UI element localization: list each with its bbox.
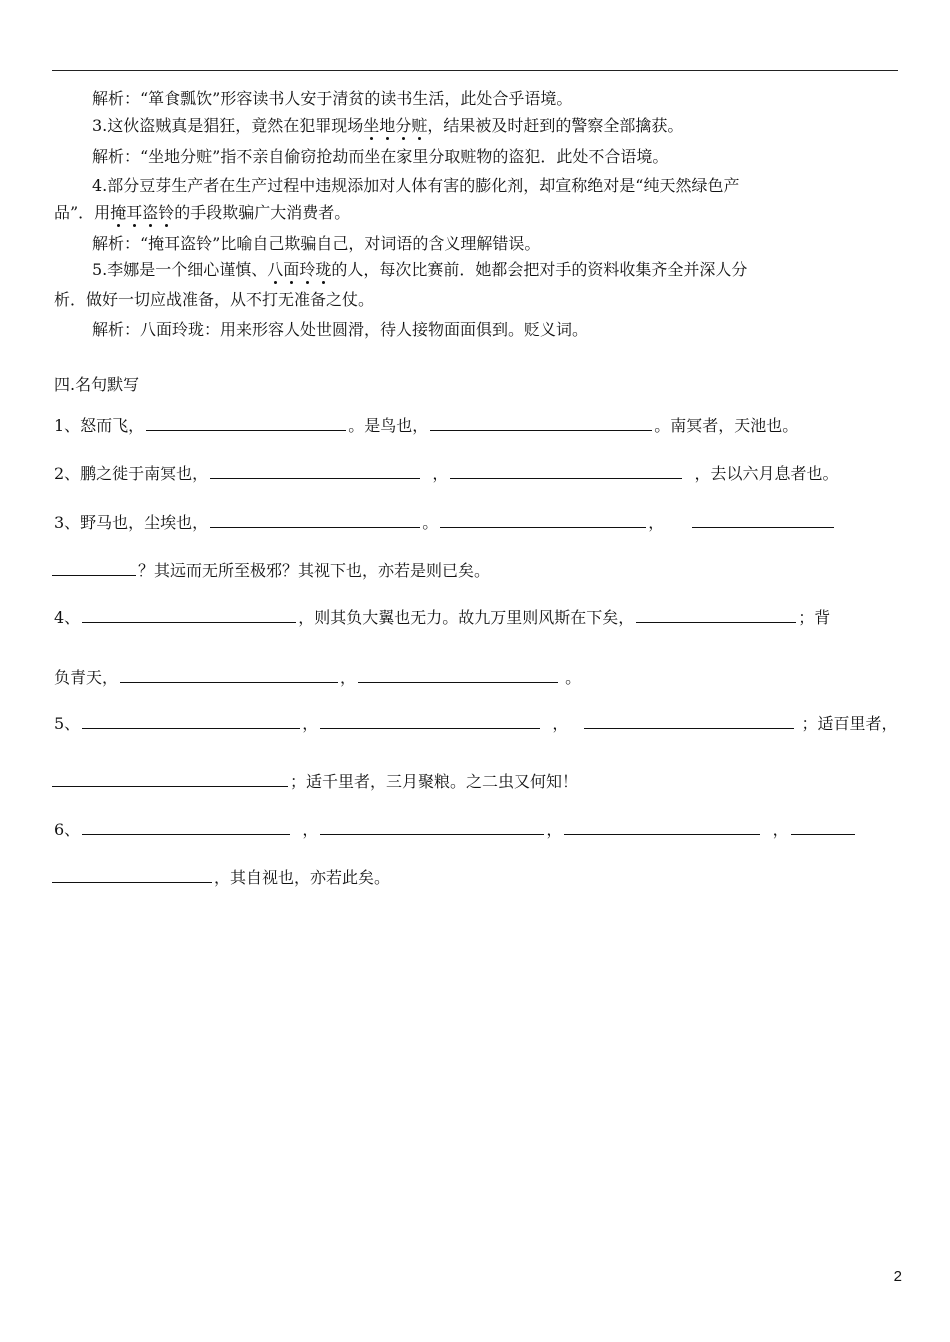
question-3: 3.这伙盗贼真是猖狂，竟然在犯罪现场坐地分赃，结果被及时赶到的警察全部擒获。 bbox=[92, 116, 684, 135]
dotted-char: 耳 bbox=[126, 203, 143, 222]
question-5-line-1: 5.李娜是一个细心谨慎、八面玲珑的人，每次比赛前．她都会把对手的资料收集齐全并深人分 bbox=[92, 260, 748, 279]
answer-blank[interactable] bbox=[52, 559, 136, 576]
header-rule bbox=[52, 70, 898, 71]
answer-blank[interactable] bbox=[430, 414, 652, 431]
dotted-char: 掩 bbox=[110, 203, 127, 222]
answer-blank[interactable] bbox=[636, 606, 796, 623]
answer-blank[interactable] bbox=[52, 770, 288, 787]
question-5-line-2: 析．做好一切应战准备，从不打无准备之仗。 bbox=[54, 290, 375, 309]
explanation-2: 解析：“箪食瓢饮”形容读书人安于清贫的读书生活，此处合乎语境。 bbox=[92, 89, 573, 108]
answer-blank[interactable] bbox=[82, 712, 300, 729]
answer-blank[interactable] bbox=[450, 462, 682, 479]
answer-blank[interactable] bbox=[584, 712, 794, 729]
answer-blank[interactable] bbox=[692, 511, 834, 528]
answer-blank[interactable] bbox=[358, 666, 558, 683]
recitation-item-4: 4、 ，则其负大翼也无力。故九万里则风斯在下矣， ；背 bbox=[54, 608, 831, 627]
answer-blank[interactable] bbox=[210, 511, 420, 528]
answer-blank[interactable] bbox=[791, 818, 855, 835]
question-4-line-2: 品”．用掩耳盗铃的手段欺骗广大消费者。 bbox=[54, 203, 351, 222]
dotted-char: 地 bbox=[379, 116, 396, 135]
recitation-item-1: 1、怒而飞， 。是鸟也， 。南冥者，天池也。 bbox=[54, 416, 799, 435]
dotted-char: 八 bbox=[267, 260, 284, 279]
page-number: 2 bbox=[893, 1268, 902, 1285]
answer-blank[interactable] bbox=[82, 818, 290, 835]
section-title: 四.名句默写 bbox=[54, 375, 140, 394]
recitation-item-2: 2、鹏之徙于南冥也， ， ，去以六月息者也。 bbox=[54, 464, 839, 483]
dotted-char: 玲 bbox=[299, 260, 316, 279]
explanation-3: 解析：“坐地分赃”指不亲自偷窃抢劫而坐在家里分取赃物的盗犯．此处不合语境。 bbox=[92, 147, 669, 166]
answer-blank[interactable] bbox=[320, 818, 544, 835]
dotted-char: 坐 bbox=[363, 116, 380, 135]
answer-blank[interactable] bbox=[52, 866, 212, 883]
answer-blank[interactable] bbox=[320, 712, 540, 729]
recitation-item-6-cont: ，其自视也，亦若此矣。 bbox=[52, 866, 390, 889]
question-4-line-1: 4.部分豆芽生产者在生产过程中违规添加对人体有害的膨化剂，却宣称绝对是“纯天然绿色产 bbox=[92, 176, 740, 195]
answer-blank[interactable] bbox=[146, 414, 346, 431]
recitation-item-5: 5、 ， ， ；适百里者， bbox=[54, 714, 898, 733]
dotted-char: 盗 bbox=[142, 203, 159, 222]
answer-blank[interactable] bbox=[564, 818, 760, 835]
explanation-4: 解析：“掩耳盗铃”比喻自己欺骗自己，对词语的含义理解错误。 bbox=[92, 234, 541, 253]
recitation-item-3: 3、野马也，尘埃也， 。 ， bbox=[54, 511, 836, 534]
dotted-char: 珑 bbox=[315, 260, 332, 279]
dotted-char: 分 bbox=[395, 116, 412, 135]
answer-blank[interactable] bbox=[82, 606, 296, 623]
recitation-item-6: 6、 ， ， ， bbox=[54, 818, 857, 841]
dotted-char: 面 bbox=[283, 260, 300, 279]
recitation-item-5-cont: ；适千里者，三月聚粮。之二虫又何知！ bbox=[52, 770, 578, 793]
recitation-item-3-cont: ？其远而无所至极邪？其视下也，亦若是则已矣。 bbox=[52, 559, 490, 582]
answer-blank[interactable] bbox=[120, 666, 338, 683]
answer-blank[interactable] bbox=[440, 511, 646, 528]
dotted-char: 赃 bbox=[411, 116, 428, 135]
explanation-5: 解析：八面玲珑：用来形容人处世圆滑，待人接物面面俱到。贬义词。 bbox=[92, 320, 589, 339]
recitation-item-4-cont: 负青天， ， 。 bbox=[54, 668, 582, 687]
dotted-char: 铃 bbox=[158, 203, 175, 222]
answer-blank[interactable] bbox=[210, 462, 420, 479]
